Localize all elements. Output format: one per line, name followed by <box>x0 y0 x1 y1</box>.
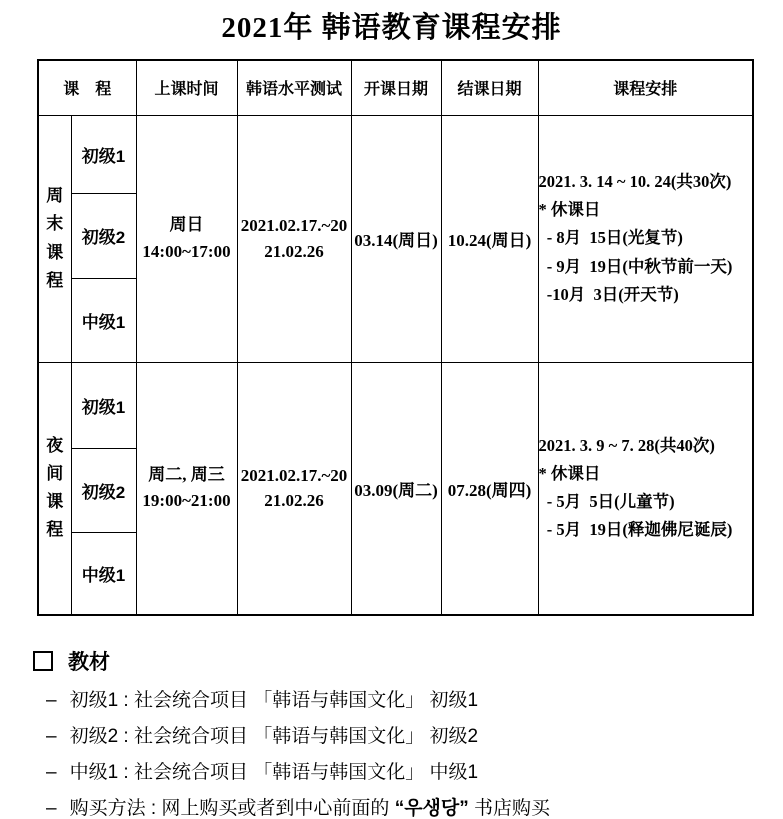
dash-bullet: – <box>46 761 57 783</box>
level-test-cell: 2021.02.17.~2021.02.26 <box>237 362 351 615</box>
header-level-test: 韩语水平测试 <box>237 60 351 115</box>
class-time-hours: 19:00~21:00 <box>142 491 231 511</box>
store-name: “우생당” <box>394 797 469 819</box>
list-item <box>33 690 783 712</box>
header-start-date: 开课日期 <box>351 60 441 115</box>
end-date-cell: 10.24(周日) <box>441 115 538 362</box>
level-cell: 初级2 <box>71 448 136 532</box>
header-course: 课 程 <box>38 60 136 115</box>
header-end-date: 结课日期 <box>441 60 538 115</box>
table-row <box>38 115 753 193</box>
materials-heading-label: 教材 <box>68 651 110 674</box>
header-schedule: 课程安排 <box>538 60 753 115</box>
class-time-cell <box>136 115 237 362</box>
schedule-notes: 2021. 3. 14 ~ 10. 24(共30次) * 休课日 - 8月 15日(光复节) - 9月 19日(中秋节前一天) -10月 3日(开天节) <box>538 172 733 304</box>
class-time-hours: 14:00~17:00 <box>142 241 231 261</box>
group-label-evening: 夜间课程 <box>46 436 64 540</box>
class-time-day: 周日 <box>169 215 204 235</box>
level-cell: 中级1 <box>71 278 136 362</box>
list-item <box>33 762 783 784</box>
level-test-cell: 2021.02.17.~2021.02.26 <box>237 115 351 362</box>
level-cell: 中级1 <box>71 532 136 615</box>
schedule-notes: 2021. 3. 9 ~ 7. 28(共40次) * 休课日 - 5月 5日(儿童节) - 5月 19日(释迦佛尼诞辰) <box>538 436 733 540</box>
class-time-day: 周二, 周三 <box>148 464 225 484</box>
dash-bullet: – <box>46 797 57 819</box>
group-label-weekend: 周末课程 <box>46 186 64 290</box>
page-title: 2021年 韩语教育课程安排 <box>221 12 562 44</box>
table-header-row <box>38 60 753 115</box>
level-cell: 初级2 <box>71 193 136 278</box>
group-cell-evening <box>38 362 71 615</box>
schedule-cell <box>538 115 753 362</box>
list-item <box>33 726 783 748</box>
purchase-suffix: 书店购买 <box>468 797 551 819</box>
table-row <box>38 362 753 448</box>
dash-bullet: – <box>46 690 57 711</box>
end-date-cell: 07.28(周四) <box>441 362 538 615</box>
schedule-cell <box>538 362 753 615</box>
purchase-prefix: 购买方法 : 网上购买或者到中心前面的 <box>69 797 395 819</box>
class-time-cell <box>136 362 237 615</box>
start-date-cell: 03.09(周二) <box>351 362 441 615</box>
dash-bullet: – <box>46 725 57 747</box>
course-schedule-table <box>37 59 754 616</box>
header-class-time: 上课时间 <box>136 60 237 115</box>
list-item <box>33 798 783 819</box>
start-date-cell: 03.14(周日) <box>351 115 441 362</box>
material-text: 初级1 : 社会统合项目 「韩语与韩国文化」 初级1 <box>69 690 479 711</box>
materials-heading <box>33 646 783 676</box>
square-bullet-icon <box>33 651 53 671</box>
group-cell-weekend <box>38 115 71 362</box>
material-text: 初级2 : 社会统合项目 「韩语与韩国文化」 初级2 <box>69 725 479 747</box>
level-cell: 初级1 <box>71 115 136 193</box>
level-cell: 初级1 <box>71 362 136 448</box>
purchase-method-text <box>70 798 550 819</box>
material-text: 中级1 : 社会统合项目 「韩语与韩国文化」 中级1 <box>69 761 479 783</box>
materials-section <box>33 646 783 819</box>
